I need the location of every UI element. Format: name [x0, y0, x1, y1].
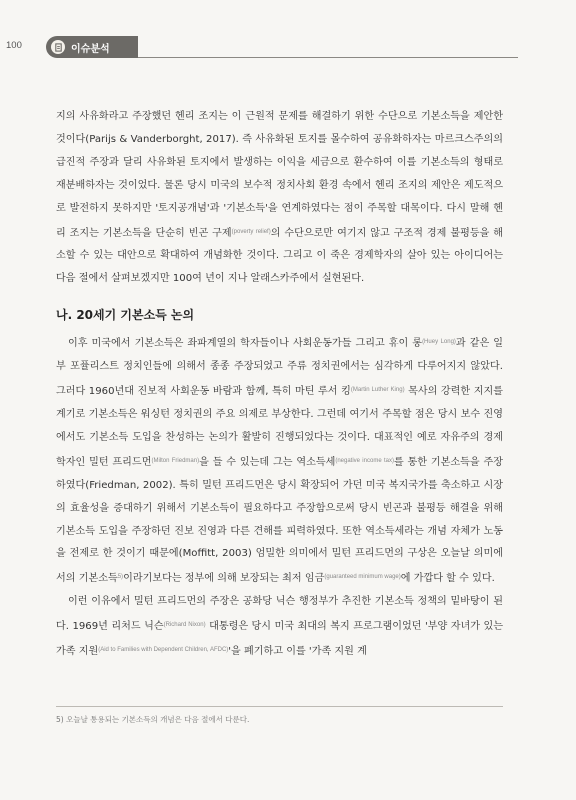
paragraph-2-a: 이후 미국에서 기본소득은 좌파계열의 학자들이나 사회운동가들 그리고 휴이 롱 — [68, 338, 423, 350]
note-afdc: (Aid to Families with Dependent Children, AFDC) — [98, 647, 229, 654]
paragraph-3 — [56, 591, 503, 664]
paragraph-2-b: 과 같은 일부 포퓰리스트 정치인들에 의해서 종종 주장되었고 주류 정치권에서는 심각하게 다루어지지 않았다. 그러다 1960년대 진보적 사회운동 바람과 함께, 특히 마틴 루서 킹 — [56, 338, 503, 398]
document-icon — [51, 40, 65, 54]
paragraph-1 — [56, 106, 503, 291]
note-negative-income-tax: (negative income tax) — [335, 457, 394, 464]
page-header — [0, 36, 576, 58]
header-divider — [138, 57, 518, 58]
paragraph-2-c: 목사의 강력한 지지를 계기로 기본소득은 워싱턴 정치권의 주요 의제로 부상한다. 그런데 여기서 주목할 점은 당시 보수 진영에서도 기본소득 도입을 찬성하는 논의가 활발히 진행되었다는 것이다. 대표적인 예로 자유주의 경제학자인 밀턴 프리드먼 — [56, 386, 503, 468]
section-tab-label: 이슈분석 — [71, 43, 110, 55]
note-mlk: (Martin Luther King) — [350, 387, 405, 394]
paragraph-2-g: 에 가깝다 할 수 있다. — [400, 573, 495, 585]
note-friedman: (Milton Friedman) — [151, 457, 200, 464]
paragraph-1-text: 지의 사유화라고 주장했던 헨리 조지는 이 근원적 문제를 해결하기 위한 수단으로 기본소득을 제안한 것이다(Parijs & Vanderborght, 2017). 즉 사유화된 토지를 몰수하여 공유화하자는 마르크스주의의 급진적 주장과 달리 사유화된 토지에서 발생하는 이익을 세금으로 환수하여 이를 기본소득의 형태로 재분배하자는 것이었다. 물론 당시 미국의 보수적 정치사회 환경 속에서 헨리 조지의 제안은 제도적으로 발전하지 못하지만 '토지공개념'과 '기본소득'을 연계하였다는 점이 주목할 대목이다. 다시 말해 헨리 조지는 기본소득을 단순히 빈곤 구제 — [56, 111, 503, 239]
note-huey-long: (Huey Long) — [422, 339, 456, 346]
paragraph-3-b: 대통령은 당시 미국 최대의 복지 프로그램이었던 '부양 자녀가 있는 가족 지원 — [56, 621, 503, 658]
paragraph-1-tail: 의 수단으로만 여기지 않고 구조적 경제 불평등을 해소할 수 있는 대안으로 확대하여 개념화한 것이다. 그리고 이 죽은 경제학자의 살아 있는 아이디어는 다음 절에서 살펴보겠지만 100여 년이 지나 알래스카주에서 실현된다. — [56, 227, 503, 285]
footnote-divider — [56, 706, 503, 707]
page-number: 100 — [6, 40, 22, 51]
note-poverty-relief: (poverty relief) — [231, 228, 271, 235]
section-tab — [46, 36, 138, 58]
paragraph-2-d: 을 들 수 있는데 그는 역소득세 — [199, 456, 336, 468]
footnote-5: 5) 오늘날 통용되는 기본소득의 개념은 다음 절에서 다룬다. — [56, 715, 250, 724]
paragraph-2-f: 이라기보다는 정부에 의해 보장되는 최저 임금 — [123, 573, 325, 585]
article-body — [56, 106, 503, 664]
footnote-ref-5: 5) — [117, 574, 124, 581]
section-heading: 나. 20세기 기본소득 논의 — [56, 308, 195, 323]
paragraph-3-a: 이런 이유에서 밀턴 프리드먼의 주장은 공화당 닉슨 행정부가 추진한 기본소득 정책의 밑바탕이 된다. 1969년 리처드 닉슨 — [56, 596, 503, 633]
note-minimum-wage: (guaranteed minimum wage) — [324, 574, 401, 581]
paragraph-2-e: 를 통한 기본소득을 주장하였다(Friedman, 2002). 특히 밀턴 프리드먼은 당시 확장되어 가던 미국 복지국가를 축소하고 시장의 효율성을 증대하기 위해서 기본소득이 필요하다고 주장함으로써 당시 빈곤과 불평등 해결을 위해 기본소득 도입을 주장하던 진보 진영과 다른 견해를 피력하였다. 또한 역소득세라는 개념 자체가 노동을 전제로 한 것이기 때문에(Moffitt, 2003) 엄밀한 의미에서 밀턴 프리드먼의 구상은 오늘날 의미에서의 기본소득 — [56, 456, 503, 585]
note-nixon: (Richard Nixon) — [163, 622, 206, 629]
paragraph-2 — [56, 331, 503, 591]
paragraph-3-c: '을 폐기하고 이를 '가족 지원 계 — [228, 646, 367, 658]
